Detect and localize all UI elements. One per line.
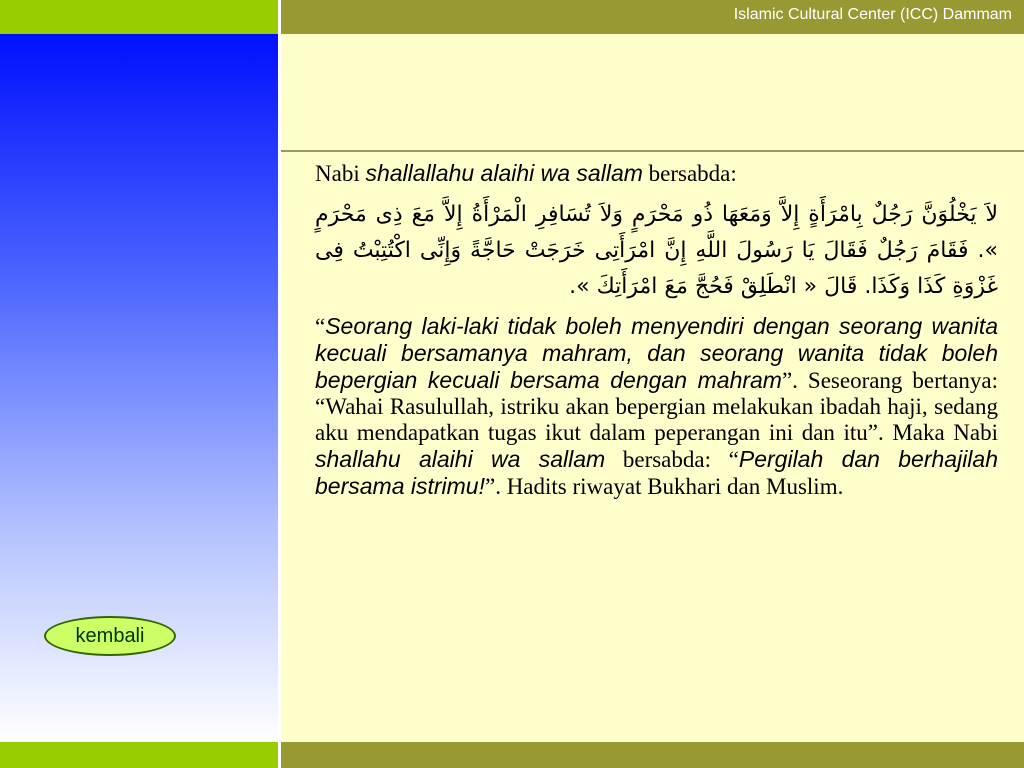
intro-prefix: Nabi (315, 161, 360, 186)
quote-italic: Seorang laki-laki tidak boleh menyendiri dengan seorang wanita kecuali bersamanya mahram, dan seorang wanita tidak boleh bepergian kecuali bersama dengan mahram (315, 313, 998, 393)
content-area (315, 160, 998, 500)
translation-paragraph (315, 313, 998, 500)
intro-honorific: shallallahu alaihi wa sallam (365, 160, 643, 186)
header-bar (281, 0, 1024, 34)
header-title: Islamic Cultural Center (ICC) Dammam (733, 6, 1012, 23)
bottom-left-bar (0, 742, 278, 768)
quote-open: “ (315, 314, 326, 339)
intro-line (315, 160, 998, 187)
left-rule (278, 34, 281, 742)
command-italic: Pergilah dan berhajilah bersama istrimu! (315, 446, 998, 499)
nabi-honorific: shallahu alaihi wa sallam (315, 446, 606, 472)
back-button[interactable]: kembali (44, 616, 176, 656)
divider-line (281, 150, 1024, 152)
arabic-hadith: لاَ يَخْلُوَنَّ رَجُلٌ بِامْرَأَةٍ إِلاَّ وَمَعَهَا ذُو مَحْرَمٍ وَلاَ تُسَافِرِ الْمَرْأَةُ إِلاَّ مَعَ ذِى مَحْرَمٍ ». فَقَامَ رَجُلٌ فَقَالَ يَا رَسُولَ اللَّهِ إِنَّ امْرَأَتِى خَرَجَتْ حَاجَّةً وَإِنِّى اكْتُتِبْتُ فِى غَزْوَةِ كَذَا وَكَذَا. قَالَ « انْطَلِقْ فَحُجَّ مَعَ امْرَأَتِكَ ». (315, 202, 998, 299)
quote-close: ”. Seseorang bertanya: “Wahai Rasulullah, istriku akan bepergian melakukan ibadah haji, sedang aku mendapatkan tugas ikut dalam peperangan ini dan itu”. Maka Nabi (315, 368, 998, 445)
bottom-right-bar (281, 742, 1024, 768)
ending-text: ”. Hadits riwayat Bukhari dan Muslim. (484, 474, 844, 499)
says-text: bersabda: “ (622, 447, 739, 472)
top-left-bar (0, 0, 278, 34)
intro-suffix: bersabda: (648, 161, 737, 186)
